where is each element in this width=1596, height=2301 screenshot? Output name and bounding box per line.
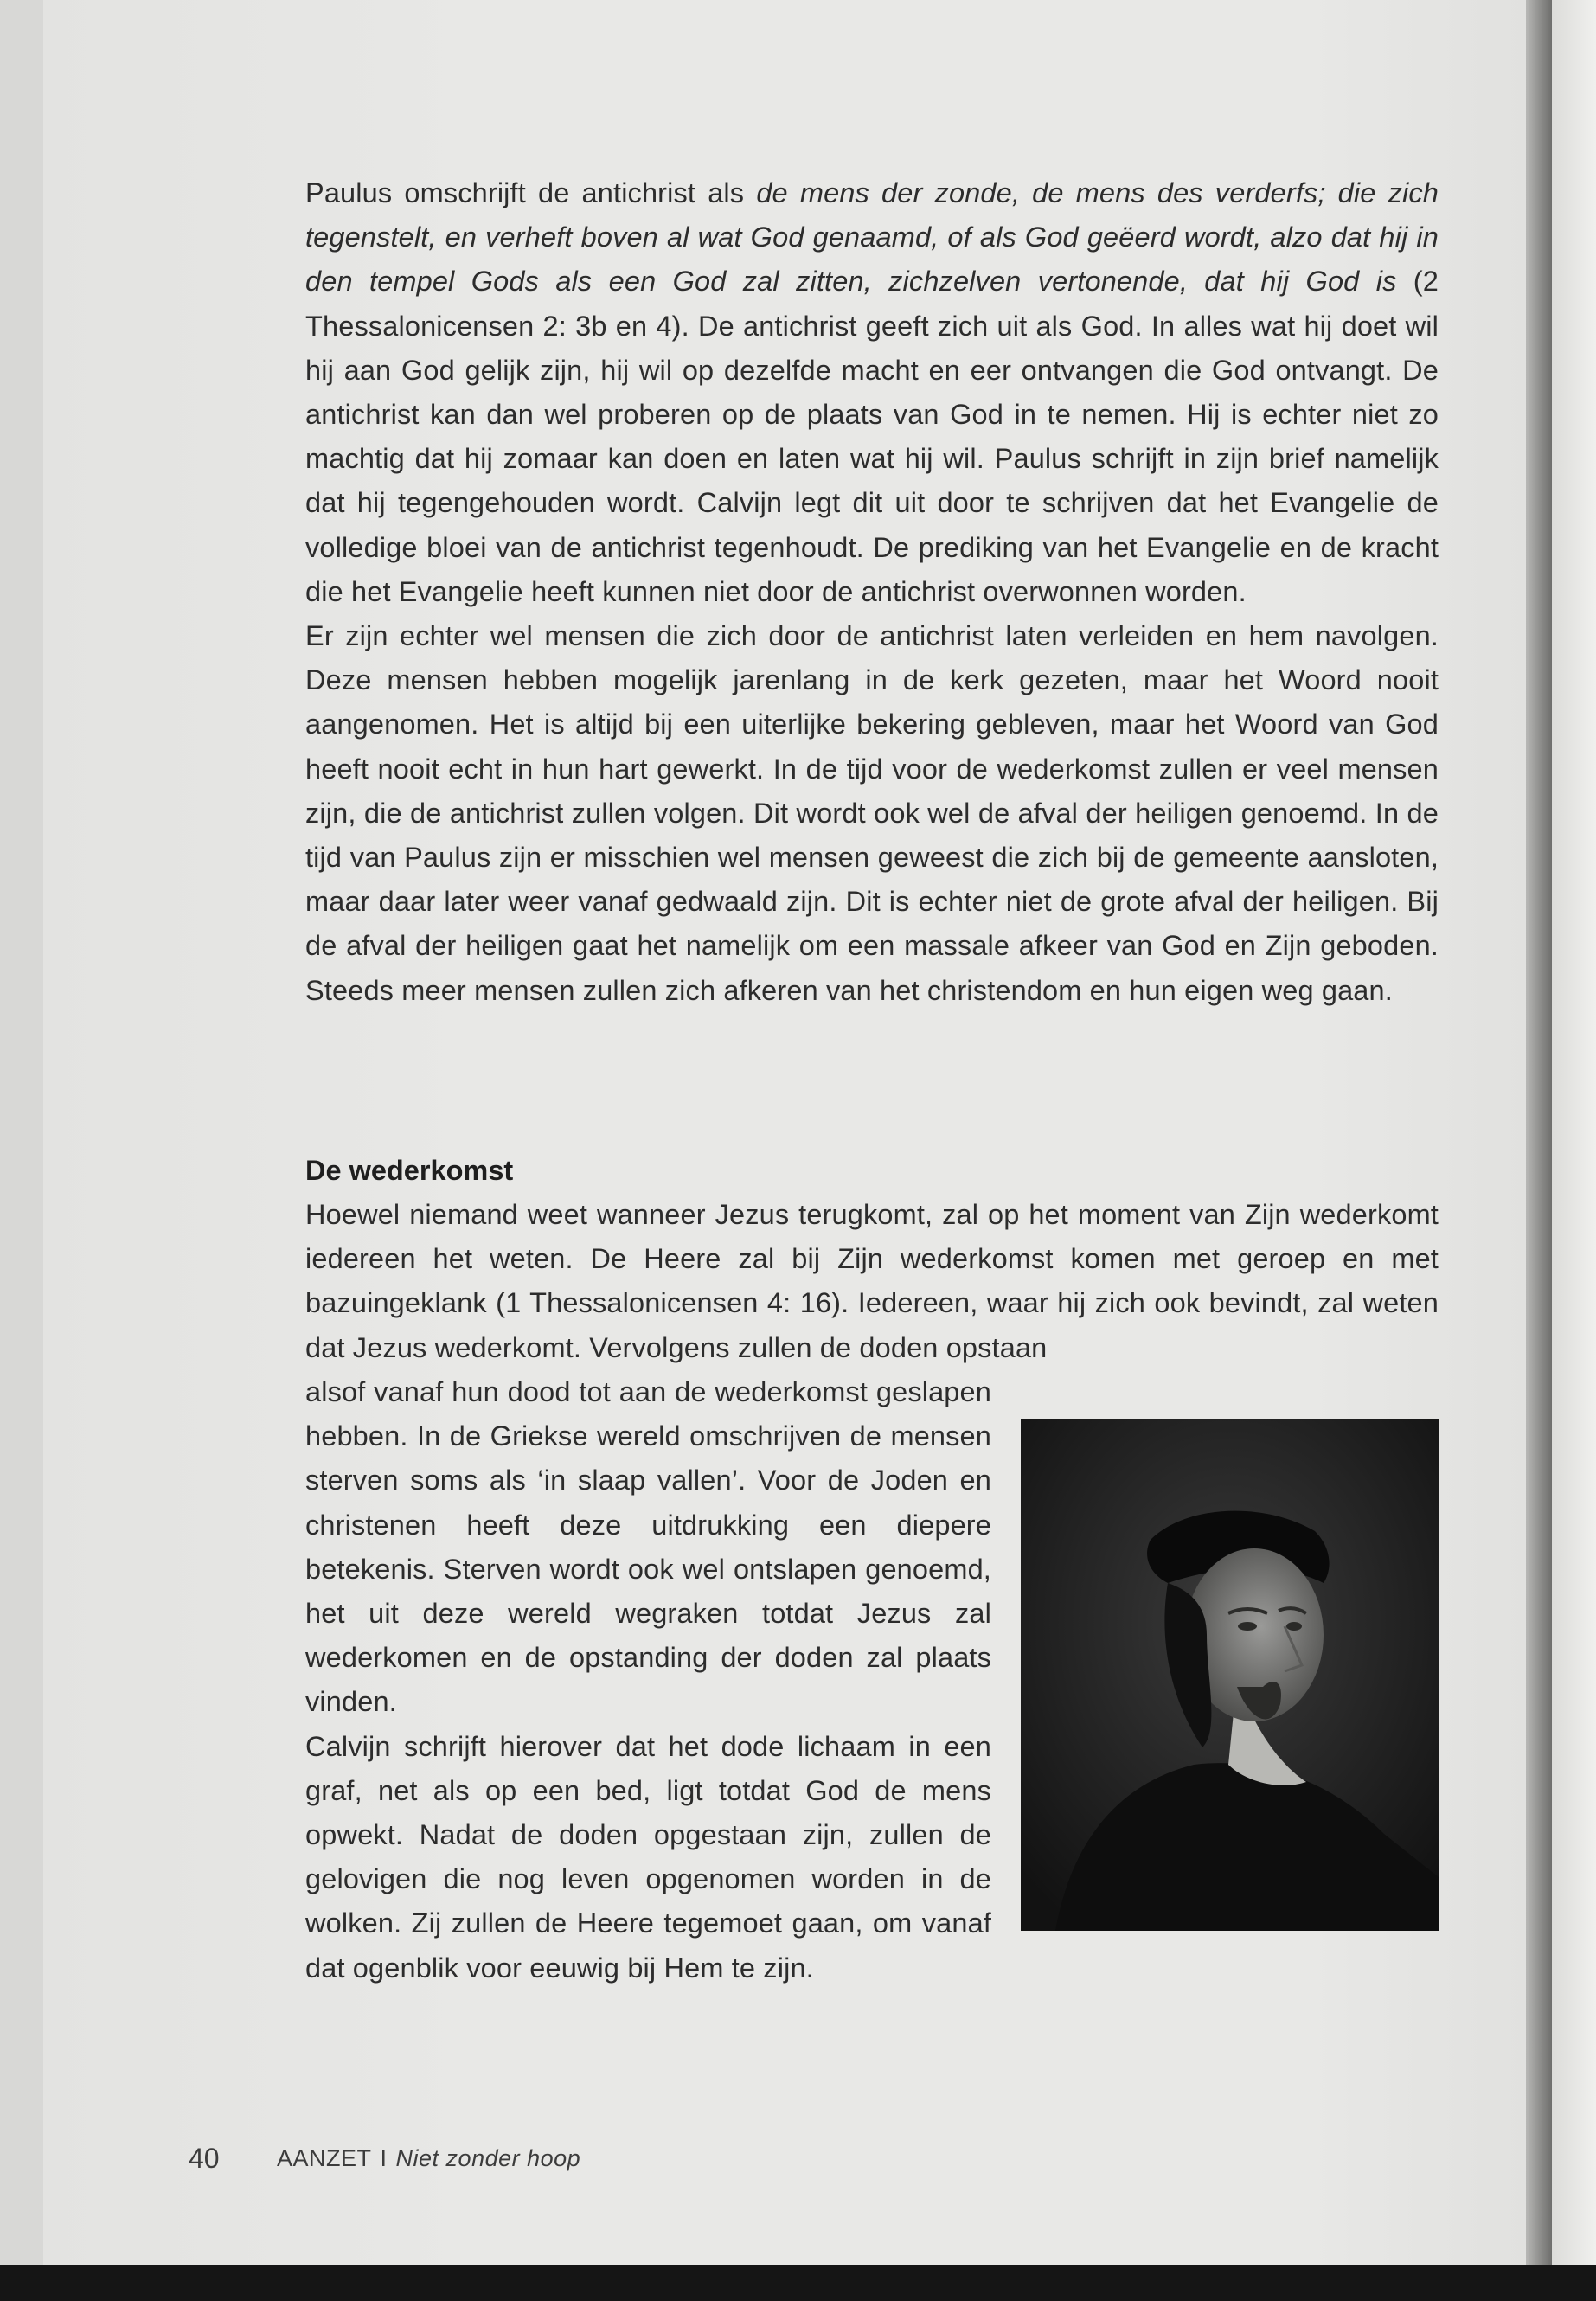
paragraph-wederkomst-continued: alsof vanaf hun dood tot aan de wederkomst geslapen hebben. In de Griekse wereld omschrijven de mensen sterven soms als ‘in slaap vallen’. Voor de Joden en christenen heeft deze uitdrukking een diepere betekenis. Sterven wordt ook wel ontslapen genoemd, het uit deze wereld wegraken totdat Jezus zal wederkomen en de opstanding der doden zal plaats vinden.: [305, 1376, 991, 1718]
section-heading-wederkomst: De wederkomst: [305, 1155, 514, 1186]
main-text-top: [305, 171, 1439, 1013]
facing-page-edge: [1552, 0, 1596, 2265]
scan-bottom-border: [0, 2265, 1596, 2301]
running-head-separator: I: [380, 2145, 388, 2171]
paragraph-calvijn: Calvijn schrijft hierover dat het dode lichaam in een graf, net als op een bed, ligt totdat God de mens opwekt. Nadat de doden opgestaan zijn, zullen de gelovigen die nog leven opgenomen worden in de wolken. Zij zullen de Heere tegemoet gaan, om vanaf dat ogenblik voor eeuwig bij Hem te zijn.: [305, 1730, 991, 1984]
paragraph-afval: Er zijn echter wel mensen die zich door de antichrist laten verleiden en hem navolgen. Deze mensen hebben mogelijk jarenlang in de kerk gezeten, maar het Woord nooit aangenomen. Het is altijd bij een uiterlijke bekering gebleven, maar het Woord van God heeft nooit echt in hun hart gewerkt. In de tijd voor de wederkomst zullen er veel mensen zijn, die de antichrist zullen volgen. Dit wordt ook wel de afval der heiligen genoemd. In de tijd van Paulus zijn er misschien wel mensen geweest die zich bij de gemeente aansloten, maar daar later weer vanaf gedwaald zijn. Dit is echter niet de grote afval der heiligen. Bij de afval der heiligen gaat het namelijk om een massale afkeer van God en Zijn geboden. Steeds meer mensen zullen zich afkeren van het christendom en hun eigen weg gaan.: [305, 620, 1439, 1006]
portrait-illustration: [1021, 1419, 1439, 1931]
publication-name: AANZET: [277, 2145, 372, 2171]
running-head: [277, 2141, 580, 2176]
book-spine-shadow: [1526, 0, 1552, 2265]
para1-segment: Paulus omschrijft de antichrist als: [305, 177, 757, 208]
calvin-portrait-image: [1021, 1419, 1439, 1931]
book-title: Niet zonder hoop: [395, 2145, 581, 2171]
page-number: 40: [189, 2143, 220, 2174]
scan-left-margin: [0, 0, 43, 2265]
paragraph-antichrist: [305, 171, 1439, 614]
wederkomst-narrow-column: [305, 1370, 991, 1990]
para1-segment: de mens der zonde, de mens des verderfs; die zich tegenstelt, en verheft boven al wat God genaamd, of als God geëerd wordt, alzo dat hij in den tempel Gods als een God zal zitten, zichzelven vertonende, dat hij God is: [305, 177, 1439, 298]
wederkomst-intro: [305, 1193, 1439, 1370]
paragraph-wederkomst-full: Hoewel niemand weet wanneer Jezus terugkomt, zal op het moment van Zijn wederkomt iedereen het weten. De Heere zal bij Zijn wederkomst komen met geroep en met bazuingeklank (1 Thessalonicensen 4: 16). Iedereen, waar hij zich ook bevindt, zal weten dat Jezus wederkomt. Vervolgens zullen de doden opstaan: [305, 1199, 1439, 1363]
para1-segment: (2 Thessalonicensen 2: 3b en 4). De antichrist geeft zich uit als God. In alles wat hij doet wil hij aan God gelijk zijn, hij wil op dezelfde macht en eer ontvangen die God ontvangt. De antichrist kan dan wel proberen op de plaats van God in te nemen. Hij is echter niet zo machtig dat hij zomaar kan doen en laten wat hij wil. Paulus schrijft in zijn brief namelijk dat hij tegengehouden wordt. Calvijn legt dit uit door te schrijven dat het Evangelie de volledige bloei van de antichrist tegenhoudt. De prediking van het Evangelie en de kracht die het Evangelie heeft kunnen niet door de antichrist overwonnen worden.: [305, 266, 1439, 607]
